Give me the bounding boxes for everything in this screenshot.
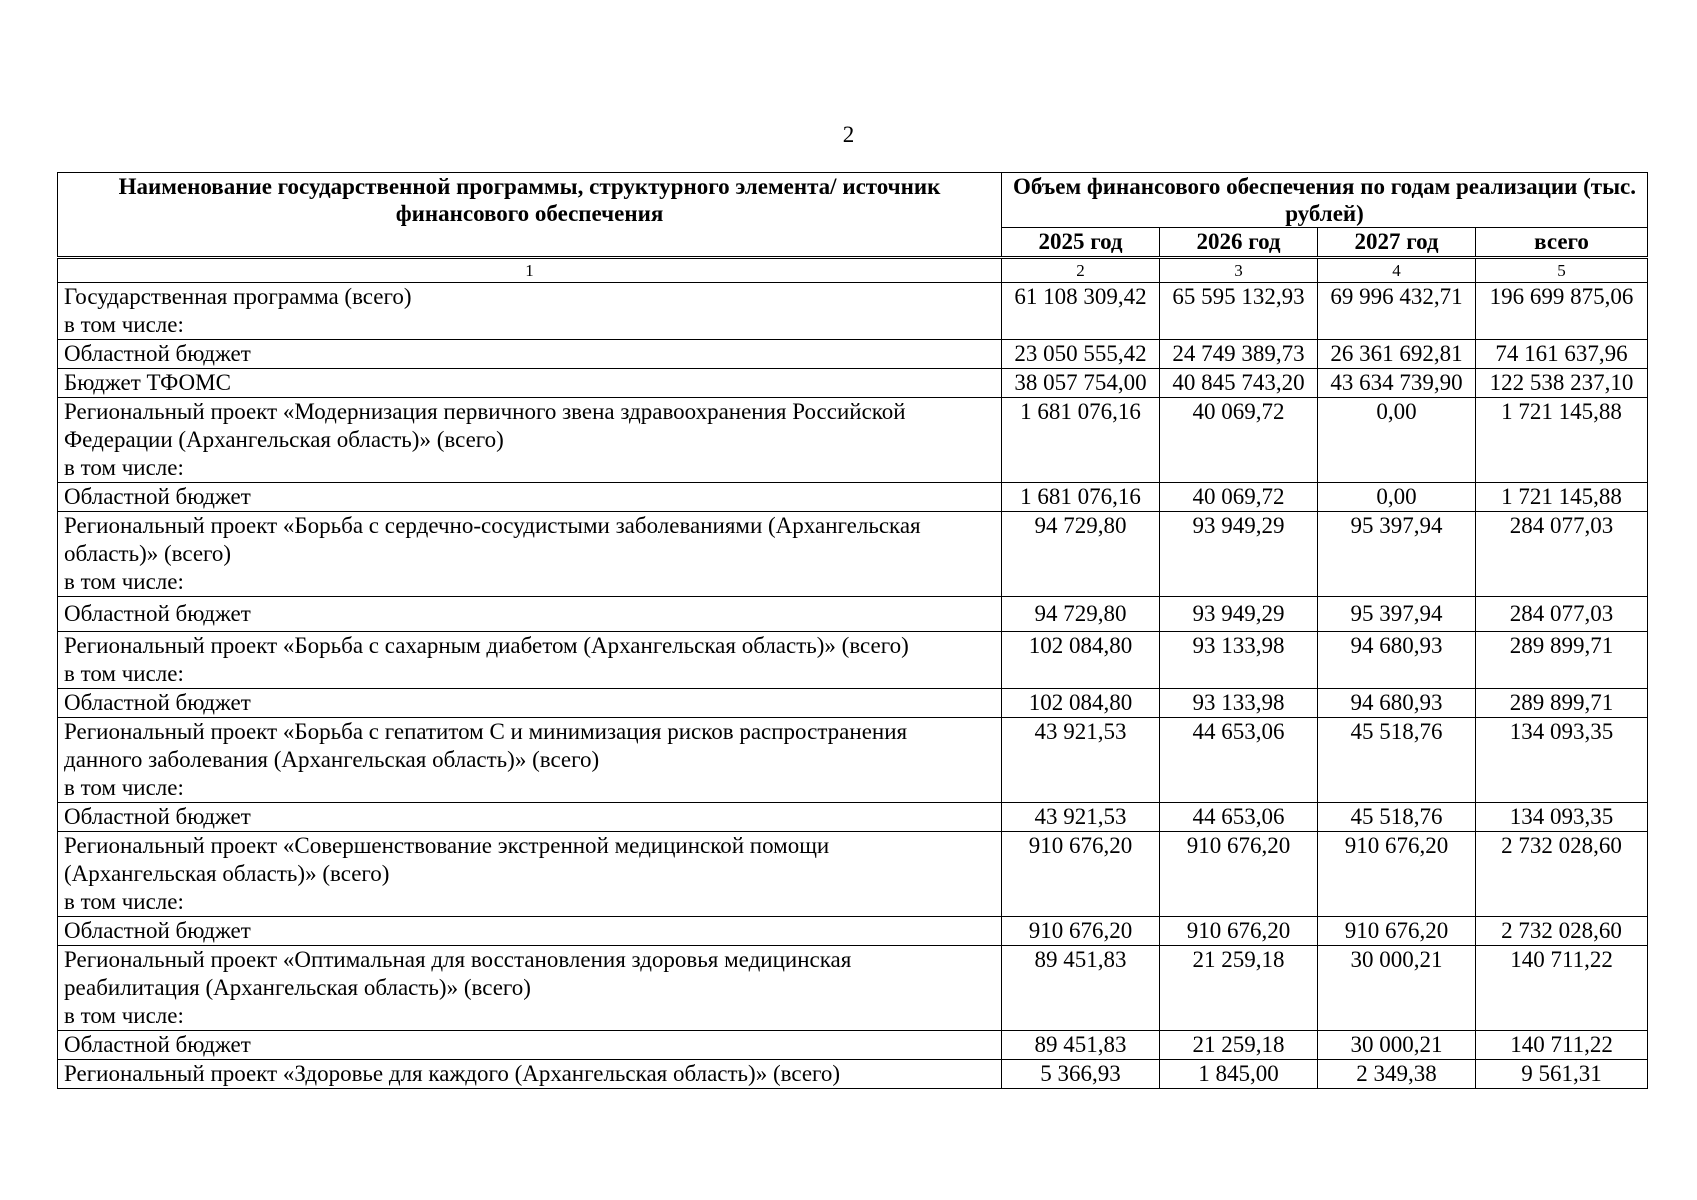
table-row	[58, 718, 1648, 803]
row-name	[58, 398, 1002, 483]
row-name	[58, 483, 1002, 512]
value-2027: 30 000,21	[1318, 946, 1476, 1031]
value-2027: 43 634 739,90	[1318, 369, 1476, 398]
value-2027: 30 000,21	[1318, 1031, 1476, 1060]
value-total: 134 093,35	[1476, 803, 1648, 832]
row-name	[58, 283, 1002, 340]
value-total: 140 711,22	[1476, 1031, 1648, 1060]
row-name-line: в том числе:	[64, 775, 184, 800]
row-name-line: область)» (всего)	[64, 541, 232, 566]
row-name	[58, 689, 1002, 718]
value-total: 122 538 237,10	[1476, 369, 1648, 398]
value-2025: 102 084,80	[1002, 632, 1160, 689]
table-row	[58, 340, 1648, 369]
header-year-2025: 2025 год	[1002, 228, 1160, 257]
column-number: 2	[1002, 259, 1160, 283]
table-row	[58, 832, 1648, 917]
value-2025: 1 681 076,16	[1002, 398, 1160, 483]
value-2026: 40 069,72	[1160, 483, 1318, 512]
row-name	[58, 803, 1002, 832]
table-row	[58, 1060, 1648, 1089]
row-name-line: в том числе:	[64, 569, 184, 594]
row-name-line: в том числе:	[64, 312, 184, 337]
value-2026: 93 133,98	[1160, 632, 1318, 689]
value-2026: 40 845 743,20	[1160, 369, 1318, 398]
value-2027: 95 397,94	[1318, 597, 1476, 632]
table-row	[58, 689, 1648, 718]
value-2027: 2 349,38	[1318, 1060, 1476, 1089]
value-2026: 93 949,29	[1160, 597, 1318, 632]
row-name	[58, 917, 1002, 946]
value-2026: 21 259,18	[1160, 1031, 1318, 1060]
column-number: 3	[1160, 259, 1318, 283]
row-name	[58, 832, 1002, 917]
value-2026: 44 653,06	[1160, 803, 1318, 832]
row-name	[58, 946, 1002, 1031]
row-name	[58, 632, 1002, 689]
row-name-line: Региональный проект «Борьба с сахарным диабетом (Архангельская область)» (всего)	[64, 633, 909, 658]
row-name-line: Региональный проект «Борьба с сердечно-сосудистыми заболеваниями (Архангельская	[64, 513, 921, 538]
row-name-line: в том числе:	[64, 455, 184, 480]
value-2027: 45 518,76	[1318, 718, 1476, 803]
table-row	[58, 803, 1648, 832]
table-row	[58, 632, 1648, 689]
table-row	[58, 1031, 1648, 1060]
value-2027: 26 361 692,81	[1318, 340, 1476, 369]
value-2026: 910 676,20	[1160, 917, 1318, 946]
row-name	[58, 1031, 1002, 1060]
value-total: 134 093,35	[1476, 718, 1648, 803]
header-total: всего	[1476, 228, 1648, 257]
value-2027: 910 676,20	[1318, 832, 1476, 917]
value-total: 289 899,71	[1476, 632, 1648, 689]
table-row	[58, 917, 1648, 946]
row-name-line: Областной бюджет	[64, 601, 251, 626]
value-2026: 40 069,72	[1160, 398, 1318, 483]
value-2025: 89 451,83	[1002, 946, 1160, 1031]
value-2025: 23 050 555,42	[1002, 340, 1160, 369]
value-2025: 43 921,53	[1002, 803, 1160, 832]
value-2026: 21 259,18	[1160, 946, 1318, 1031]
financing-table	[57, 172, 1648, 1089]
column-number: 4	[1318, 259, 1476, 283]
column-number: 5	[1476, 259, 1648, 283]
value-total: 284 077,03	[1476, 512, 1648, 597]
value-2025: 910 676,20	[1002, 917, 1160, 946]
value-2025: 89 451,83	[1002, 1031, 1160, 1060]
value-total: 140 711,22	[1476, 946, 1648, 1031]
table-row	[58, 597, 1648, 632]
row-name-line: Государственная программа (всего)	[64, 284, 412, 309]
header-name-column: Наименование государственной программы, структурного элемента/ источник финансового обеспечения	[58, 173, 1002, 257]
value-total: 1 721 145,88	[1476, 483, 1648, 512]
row-name	[58, 597, 1002, 632]
row-name-line: Областной бюджет	[64, 1032, 251, 1057]
table-row	[58, 369, 1648, 398]
row-name	[58, 1060, 1002, 1089]
value-total: 2 732 028,60	[1476, 917, 1648, 946]
row-name-line: Областной бюджет	[64, 918, 251, 943]
column-number: 1	[58, 259, 1002, 283]
value-2025: 94 729,80	[1002, 512, 1160, 597]
value-2025: 102 084,80	[1002, 689, 1160, 718]
value-2025: 38 057 754,00	[1002, 369, 1160, 398]
row-name-line: (Архангельская область)» (всего)	[64, 861, 390, 886]
value-2027: 45 518,76	[1318, 803, 1476, 832]
row-name-line: Федерации (Архангельская область)» (всего)	[64, 427, 504, 452]
row-name-line: Региональный проект «Оптимальная для восстановления здоровья медицинская	[64, 947, 852, 972]
row-name-line: Региональный проект «Модернизация первичного звена здравоохранения Российской	[64, 399, 906, 424]
row-name	[58, 512, 1002, 597]
value-2025: 94 729,80	[1002, 597, 1160, 632]
table-row	[58, 283, 1648, 340]
value-2027: 94 680,93	[1318, 632, 1476, 689]
row-name-line: Областной бюджет	[64, 804, 251, 829]
value-total: 2 732 028,60	[1476, 832, 1648, 917]
row-name	[58, 369, 1002, 398]
value-total: 284 077,03	[1476, 597, 1648, 632]
row-name-line: в том числе:	[64, 661, 184, 686]
value-2026: 910 676,20	[1160, 832, 1318, 917]
value-total: 9 561,31	[1476, 1060, 1648, 1089]
value-2027: 69 996 432,71	[1318, 283, 1476, 340]
value-2027: 94 680,93	[1318, 689, 1476, 718]
value-2026: 44 653,06	[1160, 718, 1318, 803]
value-2026: 1 845,00	[1160, 1060, 1318, 1089]
value-2027: 910 676,20	[1318, 917, 1476, 946]
header-volume-title: Объем финансового обеспечения по годам реализации (тыс. рублей)	[1002, 173, 1648, 228]
header-year-2026: 2026 год	[1160, 228, 1318, 257]
value-2025: 5 366,93	[1002, 1060, 1160, 1089]
table-row	[58, 512, 1648, 597]
value-2027: 0,00	[1318, 483, 1476, 512]
row-name-line: Региональный проект «Здоровье для каждого (Архангельская область)» (всего)	[64, 1061, 841, 1086]
row-name-line: в том числе:	[64, 889, 184, 914]
row-name-line: Региональный проект «Борьба с гепатитом С и минимизация рисков распространения	[64, 719, 908, 744]
value-2026: 24 749 389,73	[1160, 340, 1318, 369]
value-2026: 93 133,98	[1160, 689, 1318, 718]
value-total: 74 161 637,96	[1476, 340, 1648, 369]
value-2025: 910 676,20	[1002, 832, 1160, 917]
table-row	[58, 483, 1648, 512]
value-total: 289 899,71	[1476, 689, 1648, 718]
column-numbers-row	[58, 259, 1648, 283]
row-name-line: Региональный проект «Совершенствование экстренной медицинской помощи	[64, 833, 830, 858]
row-name-line: Областной бюджет	[64, 484, 251, 509]
value-2026: 93 949,29	[1160, 512, 1318, 597]
value-total: 1 721 145,88	[1476, 398, 1648, 483]
value-total: 196 699 875,06	[1476, 283, 1648, 340]
header-year-2027: 2027 год	[1318, 228, 1476, 257]
value-2025: 61 108 309,42	[1002, 283, 1160, 340]
value-2026: 65 595 132,93	[1160, 283, 1318, 340]
page-number: 2	[842, 122, 855, 147]
row-name	[58, 718, 1002, 803]
row-name	[58, 340, 1002, 369]
row-name-line: данного заболевания (Архангельская область)» (всего)	[64, 747, 600, 772]
table-row	[58, 946, 1648, 1031]
value-2025: 43 921,53	[1002, 718, 1160, 803]
row-name-line: Бюджет ТФОМС	[64, 370, 231, 395]
table-row	[58, 398, 1648, 483]
row-name-line: Областной бюджет	[64, 690, 251, 715]
value-2027: 0,00	[1318, 398, 1476, 483]
row-name-line: реабилитация (Архангельская область)» (всего)	[64, 975, 531, 1000]
row-name-line: в том числе:	[64, 1003, 184, 1028]
value-2025: 1 681 076,16	[1002, 483, 1160, 512]
value-2027: 95 397,94	[1318, 512, 1476, 597]
row-name-line: Областной бюджет	[64, 341, 251, 366]
